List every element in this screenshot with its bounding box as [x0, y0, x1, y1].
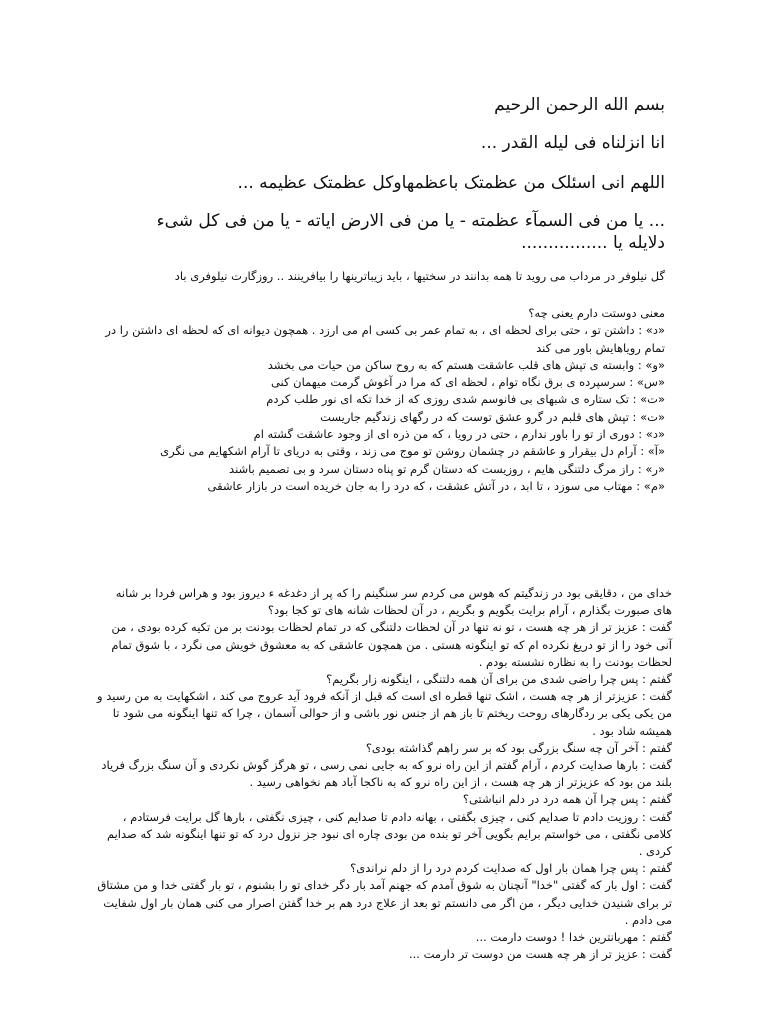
dialogue-paragraph: گفتم : مهربانترین خدا ! دوست دارمت ... [475, 930, 672, 945]
section1-line: «و» : وابسته ی تپش های قلب عاشقت هستم که به روح ساکن من حیات می بخشد [267, 357, 665, 372]
section1-line: «د» : داشتن تو ، حتی برای لحظه ای ، به تمام عمر بی کسی ام می ارزد . همچون دیوانه ای که لحظه ای داشتن را در تمام رویاهایش باور می کند [105, 323, 665, 355]
section1-line: «س» : سرسپرده ی برق نگاه توام ، لحظه ای که مرا در آغوش گرمت میهمان کنی [270, 375, 665, 390]
section1-title: معنی دوستت دارم یعنی چه؟ [528, 306, 665, 320]
love-meaning-section [100, 305, 665, 495]
dialogue-paragraph: گفت : عزیز تر از هر چه هست ، تو نه تنها در آن لحظات دلتنگی که در تمام لحظات بودنت بر من تکیه کرده بودی ، من آنی خود را از تو دریغ نکرده ام که تو اینگونه هستی . من همچون عاشقی که به معشوق خویش می نگرد ، با شوق تمام لحظات بودنت را به نظاره نشسته بودم . [111, 620, 672, 669]
dialogue-paragraph: گفتم : پس چرا همان بار اول که صدایت کردم درد را از دلم نراندی؟ [350, 861, 672, 876]
section1-line: «ت» : تک ستاره ی شبهای بی فانوسم شدی روزی که از خدا تکه ای نور طلب کردم [266, 392, 665, 407]
dialogue-paragraph: گفت : روزیت دادم تا صدایم کنی ، چیزی بگفتی ، بهانه دادم تا صدایم کنی ، چیزی نگفتی ، بارها گل برایت فرستادم ، کلامی نگفتی ، می خواستم برایم بگویی آخر تو بنده من بودی چاره ای نبود جز نزول درد که تو تنها اینگونه شد که صدایم کردی . [106, 809, 672, 859]
heading-basmala: بسم الله الرحمن الرحیم [494, 95, 665, 115]
dialogue-paragraph: گفتم : پس چرا راضی شدی من برای آن همه دلتنگی ، اینگونه زار بگریم؟ [326, 672, 672, 687]
heading-invocation: ... یا من فی السمآء عظمته - یا من فی الارض ایاته - یا من فی کل شیء دلایله یا ................ [156, 211, 665, 253]
dialogue-paragraph: گفتم : آخر آن چه سنگ بزرگی بود که بر سر راهم گذاشته بودی؟ [365, 740, 672, 755]
dialogue-paragraph: گفت : عزیزتر از هر چه هست ، اشک تنها قطره ای است که قبل از آنکه فرود آید عروج می کند ، اشکهایت به من رسید و من یکی یکی بر ردگارهای روحت ریختم تا باز هم از جنس نور باشی و از حوالی آسمان ، چرا که تنها اینگونه می شود تا همیشه شاد بود . [97, 689, 672, 738]
dialogue-paragraph: خدای من ، دقایقی بود در زندگیتم که هوس می کردم سر سنگینم را که پر از دغدغه ء دیروز بود و هراس فردا بر شانه های صبورت بگذارم ، آرام برایت بگویم و بگریم ، در آن لحظات شانه های تو کجا بود؟ [115, 586, 672, 618]
dialogue-section [94, 585, 672, 963]
dialogue-paragraph: گفت : اول بار که گفتی "خدا" آنچنان به شوق آمدم که جهنم آمد بار دگر خدای تو را بشنوم ، تو بار گفتی خدا و من مشتاق تر برای شنیدن خدایی دیگر ، من اگر می دانستم تو بعد از علاج درد هم بر خدا گفتن اصرار می کنی همان بار اول شفایت می دادم . [97, 878, 672, 927]
dialogue-paragraph: گفتم : پس چرا آن همه درد در دلم انباشتی؟ [462, 792, 672, 807]
section1-line: «ر» : راز مرگ دلتنگی هایم ، روزیست که دستان گرم تو پناه دستان سرد و بی تصمیم باشند [229, 461, 665, 476]
dialogue-paragraph: گفت : بارها صدایت کردم ، آرام گفتم از این راه نرو که به جایی نمی رسی ، تو هرگز گوش نکردی و آن سنگ بزرگ فریاد بلند من بود که عزیزتر از هر چه هست ، از این راه نرو که به ناکجا آباد هم نخواهی رسید . [101, 758, 672, 790]
section1-line: «د» : دوری از تو را باور ندارم ، حتی در رویا ، که من ذره ای از وجود عاشقت گشته ام [253, 427, 665, 442]
heading-prayer: اللهم انی اسئلک من عظمتک باعظمهاوکل عظمتک عظیمه ... [237, 173, 665, 193]
section1-line: «آ» : آرام دل بیقرار و عاشقم در چشمان روشن تو موج می زند ، وقتی به دریای تا آرام اشکهایم می نگری [160, 444, 665, 459]
intro-paragraph: گل نیلوفر در مرداب می روید تا همه بدانند در سختیها ، باید زیباترینها را بیافرینند .. روزگارت نیلوفری باد [174, 269, 665, 283]
section1-line: «ت» : تپش های قلبم در گرو عشق توست که در رگهای زندگیم جاریست [320, 409, 665, 424]
section1-line: «م» : مهتاب می سوزد ، تا ابد ، در آتش عشقت ، که درد را به جان خریده است در بازار عاشقی [207, 478, 665, 493]
heading-verse: انا انزلناه فی لیله القدر ... [480, 133, 665, 153]
dialogue-paragraph: گفت : عزیز تر از هر چه هست من دوست تر دارمت ... [408, 947, 672, 962]
